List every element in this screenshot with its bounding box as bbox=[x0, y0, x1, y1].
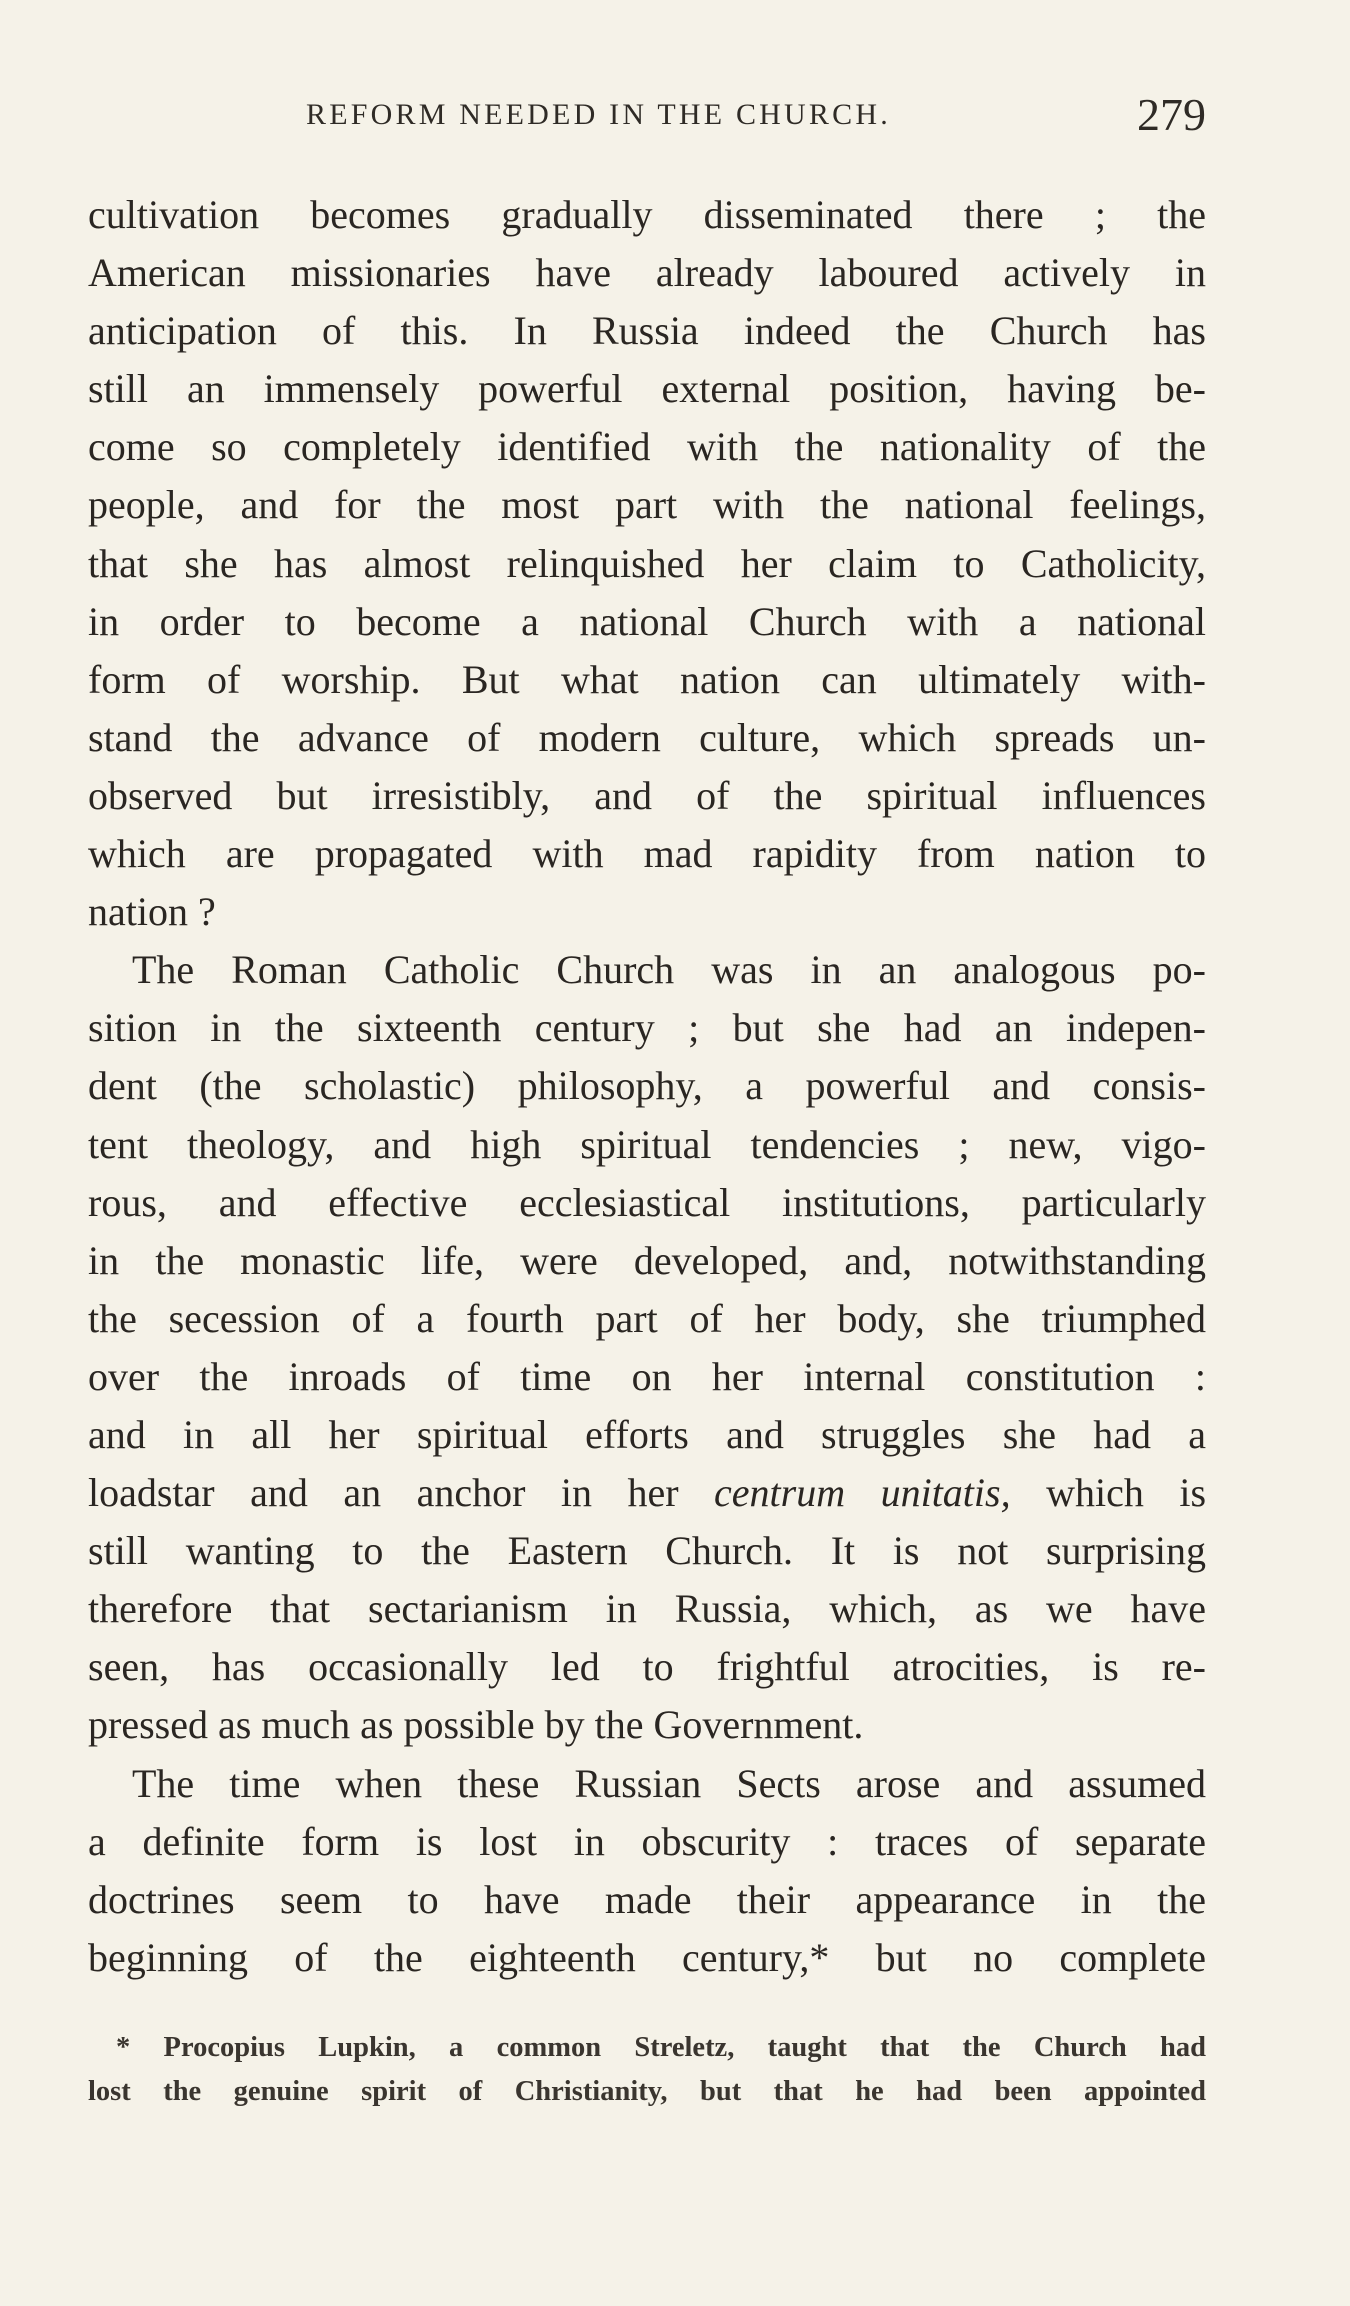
paragraph-start-line: The time when these Russian Sects arose and assumed bbox=[132, 1760, 1206, 1806]
text-line-with-italic bbox=[88, 1464, 1206, 1522]
italic-phrase: centrum unitatis, bbox=[714, 1470, 1011, 1516]
text-line: nation ? bbox=[88, 889, 216, 935]
text-line: which are propagated with mad rapidity from nation to bbox=[88, 831, 1206, 877]
text-line: sition in the sixteenth century ; but she had an indepen- bbox=[88, 1005, 1206, 1051]
line-segment: which is bbox=[1046, 1470, 1206, 1516]
text-line: American missionaries have already laboured actively in bbox=[88, 250, 1206, 296]
running-title: REFORM NEEDED IN THE CHURCH. bbox=[306, 98, 891, 131]
text-line: people, and for the most part with the national feelings, bbox=[88, 482, 1206, 528]
text-line: in the monastic life, were developed, and, notwithstanding bbox=[88, 1237, 1206, 1283]
footnote-line: lost the genuine spirit of Christianity, but that he had been appointed bbox=[88, 2076, 1206, 2107]
page-number: 279 bbox=[1137, 89, 1206, 140]
text-line: doctrines seem to have made their appearance in the bbox=[88, 1876, 1206, 1922]
text-line: beginning of the eighteenth century,* but no complete bbox=[88, 1934, 1206, 1980]
paragraph-start-line: The Roman Catholic Church was in an analogous po- bbox=[132, 947, 1206, 993]
text-line: come so completely identified with the nationality of the bbox=[88, 424, 1206, 470]
text-line: over the inroads of time on her internal constitution : bbox=[88, 1353, 1206, 1399]
text-line: seen, has occasionally led to frightful atrocities, is re- bbox=[88, 1644, 1206, 1690]
text-line: still an immensely powerful external position, having be- bbox=[88, 366, 1206, 412]
text-line: a definite form is lost in obscurity : traces of separate bbox=[88, 1818, 1206, 1864]
text-line: anticipation of this. In Russia indeed the Church has bbox=[88, 308, 1206, 354]
footnote bbox=[88, 2026, 1206, 2114]
footnote-line: * Procopius Lupkin, a common Streletz, taught that the Church had bbox=[116, 2032, 1206, 2063]
text-line: and in all her spiritual efforts and struggles she had a bbox=[88, 1411, 1206, 1457]
text-line: cultivation becomes gradually disseminated there ; the bbox=[88, 192, 1206, 237]
text-line: form of worship. But what nation can ultimately with- bbox=[88, 656, 1206, 702]
running-header bbox=[88, 88, 1206, 148]
text-line: stand the advance of modern culture, which spreads un- bbox=[88, 714, 1206, 760]
text-line: in order to become a national Church with a national bbox=[88, 598, 1206, 644]
text-line: therefore that sectarianism in Russia, which, as we have bbox=[88, 1586, 1206, 1632]
text-line: observed but irresistibly, and of the spiritual influences bbox=[88, 772, 1206, 818]
text-line: rous, and effective ecclesiastical institutions, particularly bbox=[88, 1179, 1206, 1225]
body-text bbox=[88, 186, 1206, 1987]
text-line: still wanting to the Eastern Church. It is not surprising bbox=[88, 1528, 1206, 1574]
text-line: dent (the scholastic) philosophy, a powerful and consis- bbox=[88, 1063, 1206, 1109]
text-line: the secession of a fourth part of her body, she triumphed bbox=[88, 1295, 1206, 1341]
line-segment: loadstar and an anchor in her bbox=[88, 1470, 679, 1516]
text-line: tent theology, and high spiritual tendencies ; new, vigo- bbox=[88, 1121, 1206, 1167]
text-line: pressed as much as possible by the Government. bbox=[88, 1702, 864, 1748]
text-line: that she has almost relinquished her claim to Catholicity, bbox=[88, 540, 1206, 586]
